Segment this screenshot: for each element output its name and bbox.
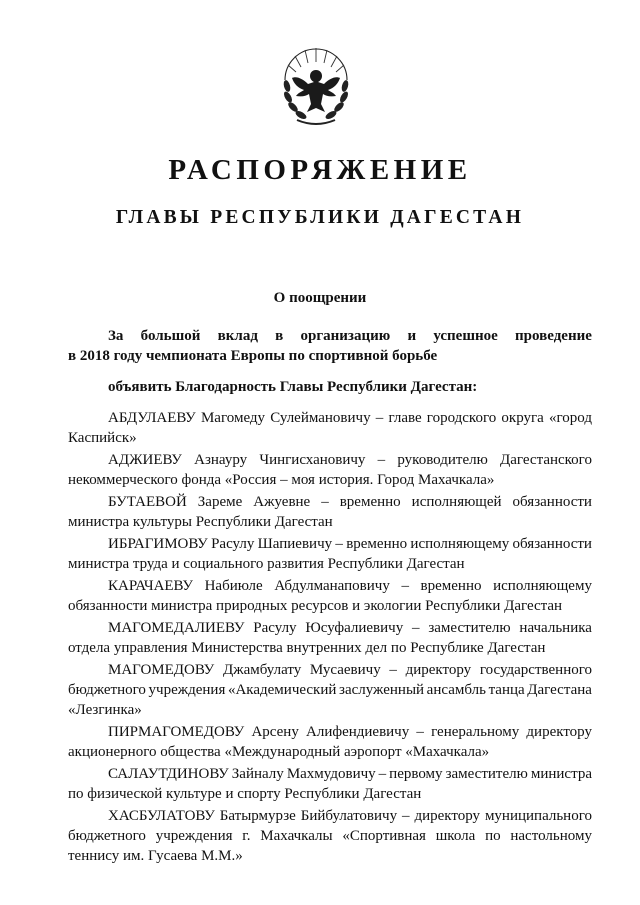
word: временно: [420, 578, 482, 594]
word: директору: [414, 808, 481, 824]
recipient-line: акционерного общества «Международный аэропорт «Махачкала»: [68, 744, 490, 760]
word: Арсену: [251, 724, 299, 740]
preamble-line-2: в 2018 году чемпионата Европы по спортивной борьбе: [68, 348, 438, 364]
word: исполняющему: [493, 578, 592, 594]
word: государственного: [479, 662, 592, 678]
word: заместителю: [445, 766, 528, 782]
document-title: РАСПОРЯЖЕНИЕ: [168, 154, 472, 186]
word: Алифендиевичу: [306, 724, 410, 740]
word: Махачкалы: [260, 828, 333, 844]
word: За: [108, 328, 124, 344]
word: –: [377, 452, 386, 468]
recipient-item: [68, 450, 592, 490]
word: первому: [389, 766, 443, 782]
word: начальника: [519, 620, 592, 636]
word: «город: [549, 410, 592, 426]
word: –: [401, 578, 409, 594]
recipient-line: обязанности министра природных ресурсов и экологии Республики Дагестан: [68, 598, 563, 614]
recipient-line: некоммерческого фонда «Россия – моя история. Город Махачкала»: [68, 472, 495, 488]
preamble: [68, 326, 592, 366]
word: успешное: [433, 328, 498, 344]
recipient-line: министра труда и социального развития Республики Дагестан: [68, 556, 465, 572]
word: МАГОМЕДОВУ: [108, 662, 215, 678]
word: большой: [140, 328, 201, 344]
word: проведение: [515, 328, 592, 344]
recipient-item: [68, 806, 592, 866]
word: –: [335, 536, 343, 552]
recipient-item: [68, 534, 592, 574]
recipient-line: по физической культуре и спорту Республики Дагестан: [68, 786, 422, 802]
recipient-line: [68, 492, 592, 512]
word: руководителю: [397, 452, 488, 468]
word: генеральному: [431, 724, 520, 740]
word: ИБРАГИМОВУ: [108, 536, 208, 552]
word: главе: [388, 410, 422, 426]
word: муниципального: [484, 808, 592, 824]
recipient-line: [68, 408, 592, 428]
recipient-item: [68, 408, 592, 448]
word: Магомеду: [200, 410, 266, 426]
word: –: [378, 766, 387, 782]
word: округа: [501, 410, 544, 426]
word: учреждения: [155, 828, 233, 844]
word: «Академический: [227, 682, 337, 698]
word: Юсуфалиевичу: [305, 620, 404, 636]
word: ПИРМАГОМЕДОВУ: [108, 724, 245, 740]
recipient-line: [68, 806, 592, 826]
word: в: [275, 328, 284, 344]
word: АБДУЛАЕВУ: [108, 410, 196, 426]
word: Зареме: [197, 494, 243, 510]
word: вклад: [217, 328, 258, 344]
recipient-line: отдела управления Министерства внутренних дел по Республике Дагестан: [68, 640, 546, 656]
word: директору: [405, 662, 472, 678]
word: –: [389, 662, 397, 678]
word: заслуженный: [339, 682, 425, 698]
word: танца: [488, 682, 525, 698]
word: школа: [435, 828, 476, 844]
word: организацию: [300, 328, 391, 344]
word: директору: [526, 724, 592, 740]
recipient-line: [68, 660, 592, 680]
word: заместителю: [428, 620, 511, 636]
recipient-line: теннису им. Гусаева М.М.»: [68, 848, 243, 864]
recipient-line: [68, 576, 592, 596]
word: бюджетного: [68, 828, 146, 844]
word: по: [485, 828, 501, 844]
word: АДЖИЕВУ: [108, 452, 182, 468]
word: г.: [242, 828, 251, 844]
word: САЛАУТДИНОВУ: [108, 766, 229, 782]
word: Набиюле: [204, 578, 263, 594]
word: городского: [426, 410, 497, 426]
recipient-line: Каспийск»: [68, 430, 137, 446]
word: –: [375, 410, 384, 426]
word: БУТАЕВОЙ: [108, 494, 187, 510]
word: Ажуевне: [253, 494, 311, 510]
recipient-item: [68, 618, 592, 658]
document-subtitle: ГЛАВЫ РЕСПУБЛИКИ ДАГЕСТАН: [115, 207, 525, 228]
word: исполняющему: [410, 536, 510, 552]
word: Абдулманаповичу: [274, 578, 390, 594]
recipient-item: [68, 764, 592, 804]
recipient-line: министра культуры Республики Дагестан: [68, 514, 333, 530]
word: настольному: [510, 828, 592, 844]
recipient-line: [68, 764, 592, 784]
word: исполняющей: [411, 494, 502, 510]
recipient-line: [68, 722, 592, 742]
word: учреждения: [148, 682, 226, 698]
word: –: [402, 808, 410, 824]
word: –: [416, 724, 424, 740]
word: Сулеймановичу: [270, 410, 371, 426]
recipient-list: [68, 408, 592, 868]
recipient-item: [68, 576, 592, 616]
word: временно: [346, 536, 408, 552]
recipient-item: [68, 492, 592, 532]
preamble-line-1: [68, 326, 592, 346]
word: бюджетного: [68, 682, 146, 698]
word: ХАСБУЛАТОВУ: [108, 808, 215, 824]
word: временно: [339, 494, 401, 510]
word: –: [321, 494, 329, 510]
recipient-line: [68, 680, 592, 700]
recipient-line: [68, 826, 592, 846]
order-statement: объявить Благодарность Главы Республики Дагестан:: [108, 379, 478, 395]
word: и: [407, 328, 417, 344]
word: ансамбль: [426, 682, 486, 698]
recipient-item: [68, 660, 592, 720]
word: Шапиевичу: [257, 536, 333, 552]
word: министра: [530, 766, 592, 782]
recipient-line: [68, 618, 592, 638]
word: Джамбулату: [222, 662, 302, 678]
word: Махмудовичу: [286, 766, 376, 782]
word: Чингисхановичу: [259, 452, 366, 468]
word: «Спортивная: [342, 828, 426, 844]
word: Азнауру: [194, 452, 248, 468]
coat-of-arms-emblem: [273, 40, 359, 128]
word: Зайналу: [231, 766, 284, 782]
word: Расулу: [253, 620, 297, 636]
word: обязанности: [512, 494, 592, 510]
word: Батырмурзе: [219, 808, 296, 824]
recipient-line: «Лезгинка»: [68, 702, 142, 718]
recipient-line: [68, 534, 592, 554]
word: Дагестанского: [500, 452, 592, 468]
word: обязанности: [512, 536, 592, 552]
recipient-line: [68, 450, 592, 470]
word: –: [412, 620, 420, 636]
word: Дагестана: [527, 682, 592, 698]
word: Расулу: [211, 536, 255, 552]
word: МАГОМЕДАЛИЕВУ: [108, 620, 245, 636]
word: КАРАЧАЕВУ: [108, 578, 193, 594]
word: Бийбулатовичу: [300, 808, 398, 824]
document-subject: О поощрении: [273, 290, 367, 306]
word: Мусаевичу: [309, 662, 381, 678]
recipient-item: [68, 722, 592, 762]
